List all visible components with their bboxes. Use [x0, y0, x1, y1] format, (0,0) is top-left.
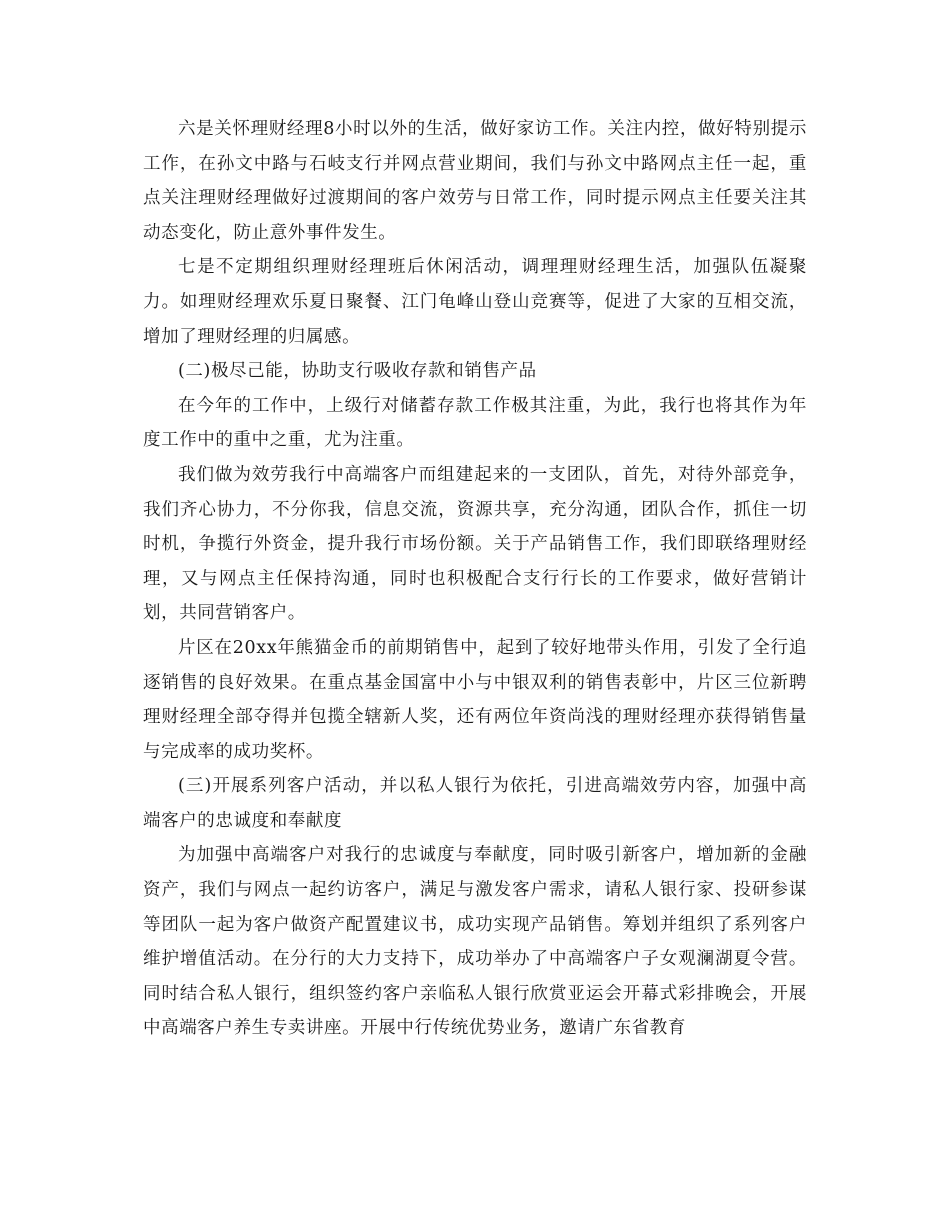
- document-body: [143, 112, 807, 1046]
- paragraph-family-care: 六是关怀理财经理8小时以外的生活，做好家访工作。关注内控，做好特别提示工作，在孙文中路与石岐支行并网点营业期间，我们与孙文中路网点主任一起，重点关注理财经理做好过渡期间的客户效劳与日常工作，同时提示网点主任要关注其动态变化，防止意外事件发生。: [143, 119, 807, 243]
- paragraph-client-loyalty: 为加强中高端客户对我行的忠诚度与奉献度，同时吸引新客户，增加新的金融资产，我们与网点一起约访客户，满足与激发客户需求，请私人银行家、投研参谋等团队一起为客户做资产配置建议书，成功实现产品销售。筹划并组织了系列客户维护增值活动。在分行的大力支持下，成功举办了中高端客户子女观澜湖夏令营。同时结合私人银行，组织签约客户亲临私人银行欣赏亚运会开幕式彩排晚会，开展中高端客户养生专卖讲座。开展中行传统优势业务，邀请广东省教育: [143, 845, 807, 1039]
- paragraph-deposit-focus: 在今年的工作中，上级行对储蓄存款工作极其注重，为此，我行也将其作为年度工作中的重中之重，尤为注重。: [143, 395, 807, 451]
- section-heading-deposits: (二)极尽己能，协助支行吸收存款和销售产品: [178, 361, 537, 382]
- paragraph-team-cooperation: 我们做为效劳我行中高端客户而组建起来的一支团队，首先，对待外部竞争，我们齐心协力，不分你我，信息交流，资源共享，充分沟通，团队合作，抓住一切时机，争揽行外资金，提升我行市场份额。关于产品销售工作，我们即联络理财经理，又与网点主任保持沟通，同时也积极配合支行行长的工作要求，做好营销计划，共同营销客户。: [143, 464, 807, 624]
- paragraph-team-activities: 七是不定期组织理财经理班后休闲活动，调理理财经理生活，加强队伍凝聚力。如理财经理欢乐夏日聚餐、江门龟峰山登山竞赛等，促进了大家的互相交流，增加了理财经理的归属感。: [143, 257, 807, 347]
- section-heading-client-activities: (三)开展系列客户活动，并以私人银行为依托，引进高端效劳内容，加强中高端客户的忠诚度和奉献度: [143, 776, 807, 831]
- paragraph-sales-results: 片区在20xx年熊猫金币的前期销售中，起到了较好地带头作用，引发了全行追逐销售的良好效果。在重点基金国富中小与中银双利的销售表彰中，片区三位新聘理财经理全部夺得并包揽全辖新人奖，还有两位年资尚浅的理财经理亦获得销售量与完成率的成功奖杯。: [143, 637, 807, 762]
